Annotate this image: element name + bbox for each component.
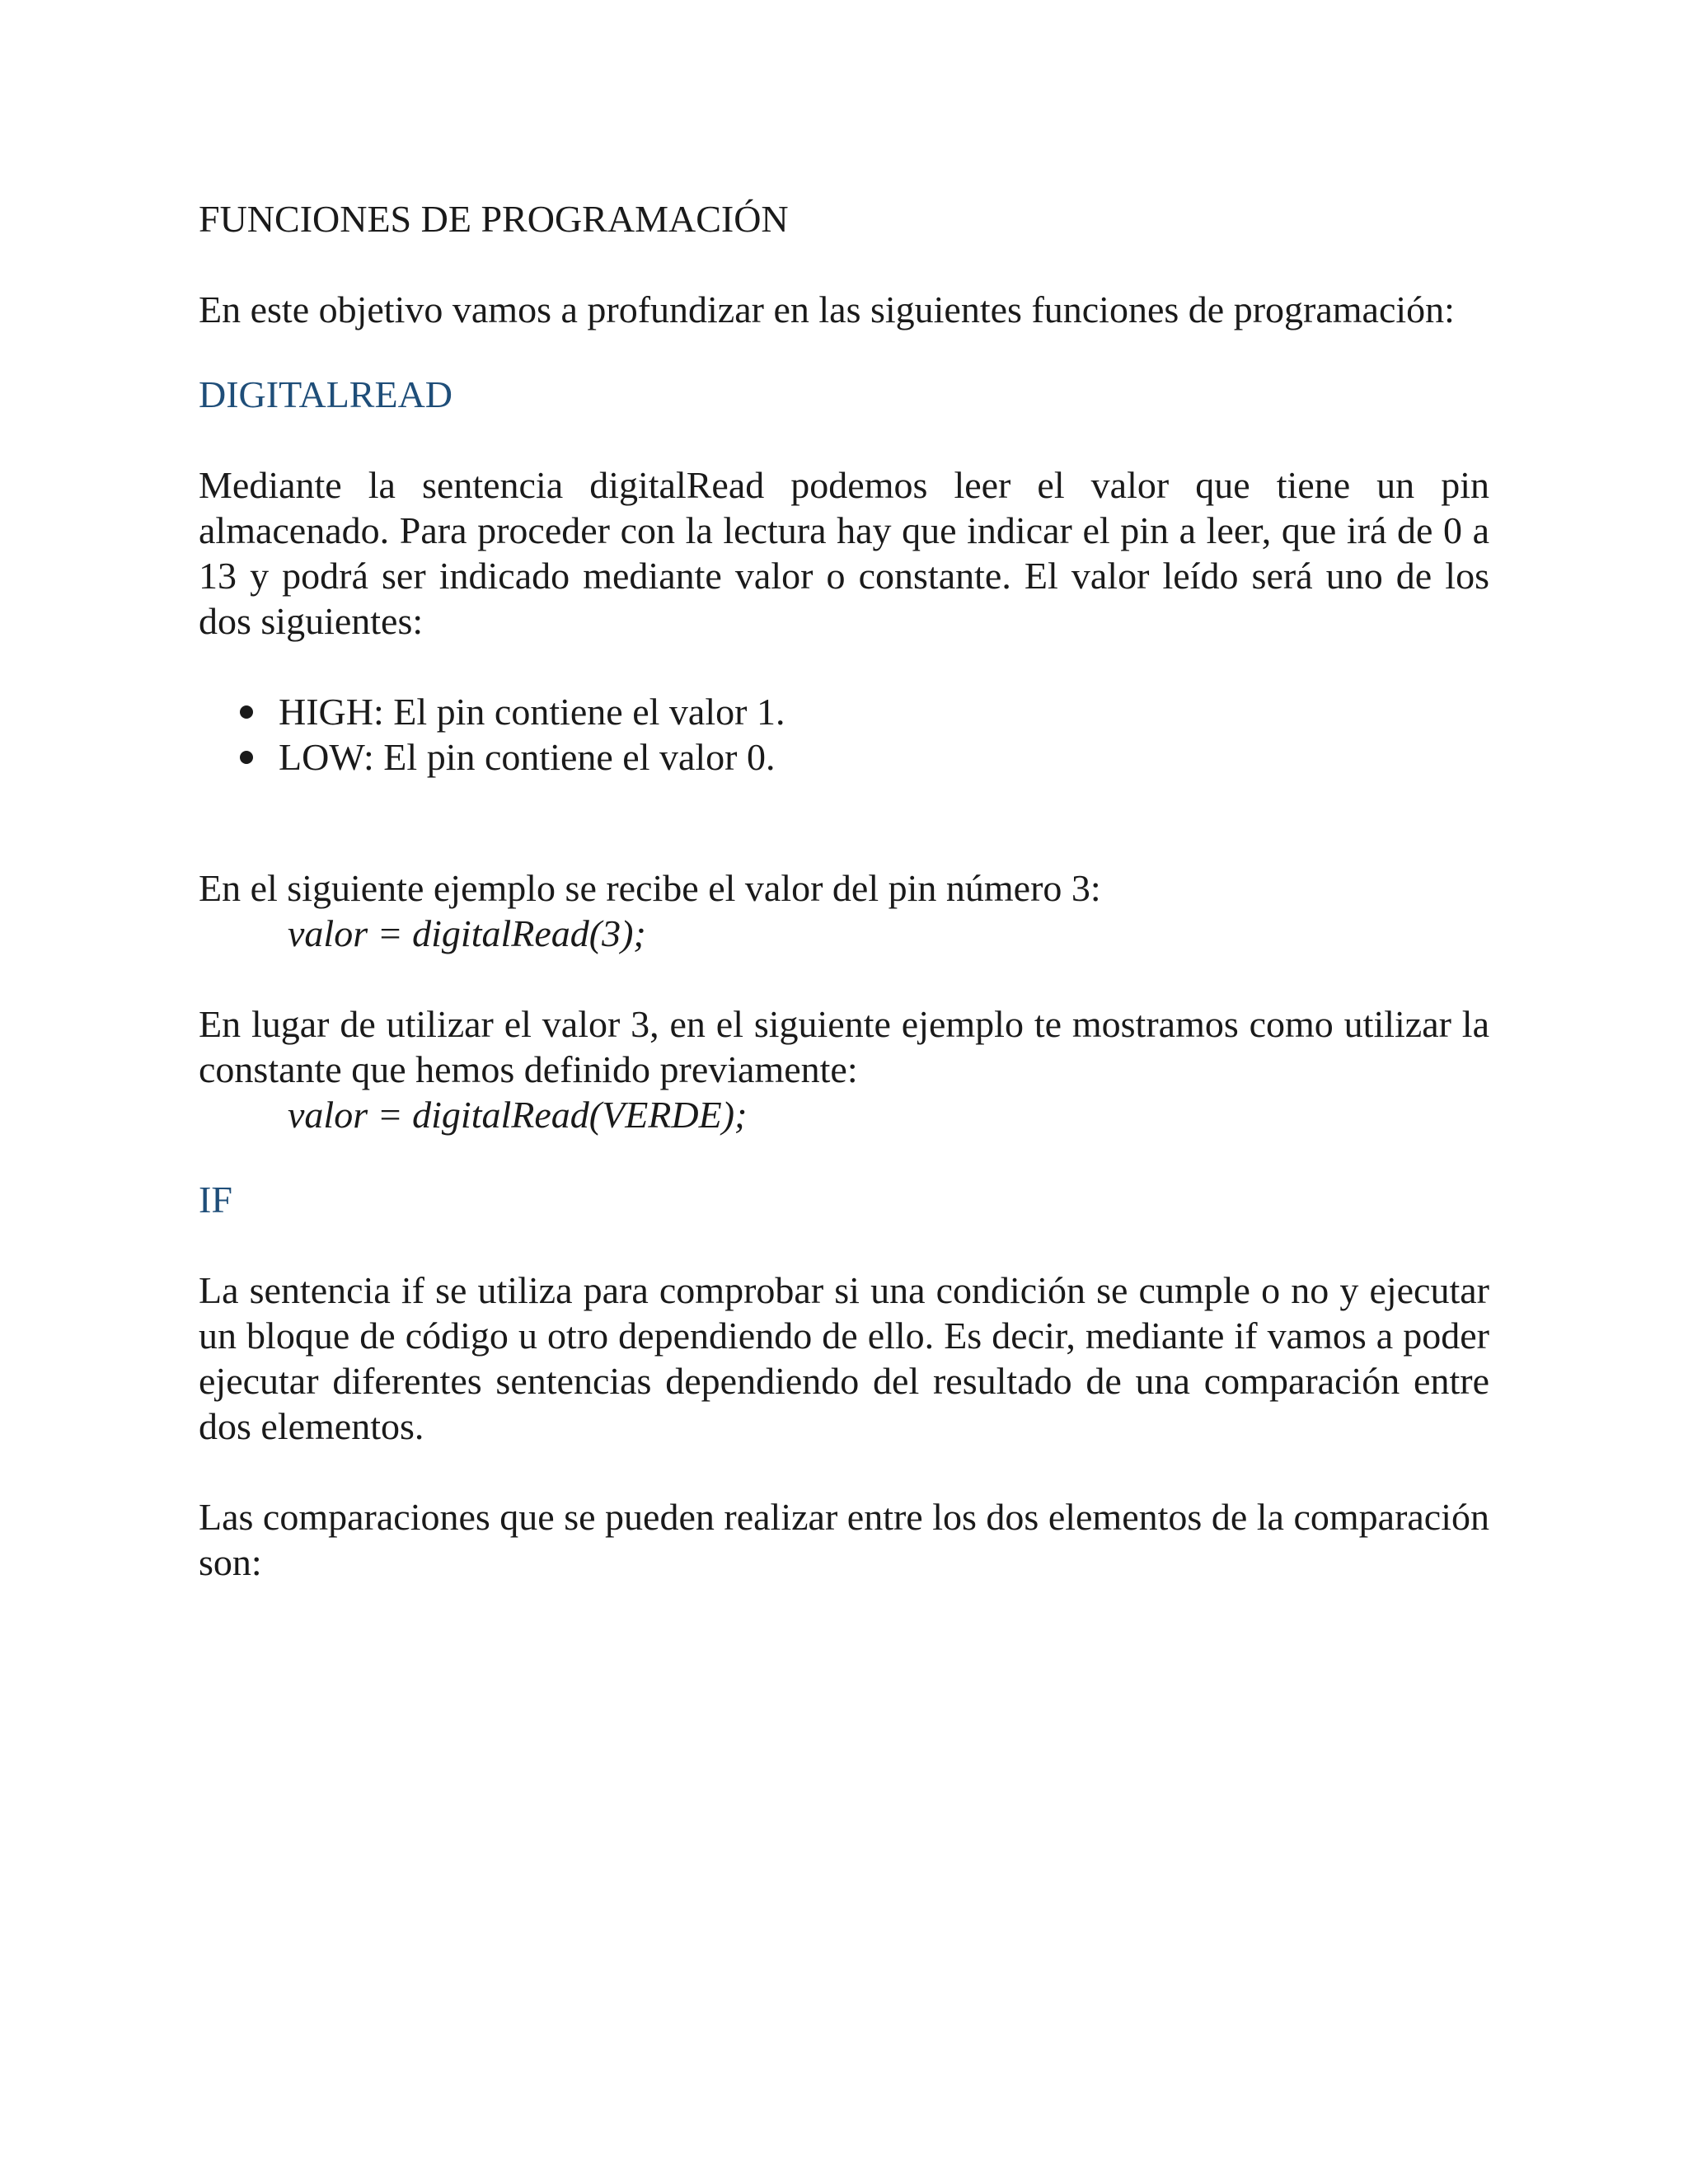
example1-code: valor = digitalRead(3); — [288, 912, 646, 954]
example1-text: En el siguiente ejemplo se recibe el valor del pin número 3: — [199, 867, 1101, 909]
value-bullet-list — [199, 689, 1489, 780]
section-heading-if: IF — [199, 1179, 232, 1221]
document-body — [199, 196, 1489, 1585]
example2-code: valor = digitalRead(VERDE); — [288, 1094, 748, 1136]
document-title: FUNCIONES DE PROGRAMACIÓN — [199, 198, 789, 240]
digitalread-paragraph: Mediante la sentencia digitalRead podemos leer el valor que tiene un pin almacenado. Para proceder con la lectura hay que indicar el pin a leer, que irá de 0 a 13 y podrá ser indicado mediante valor o constante. El valor leído será uno de los dos siguientes: — [199, 464, 1489, 642]
list-item-text: HIGH: El pin contiene el valor 1. — [279, 691, 785, 733]
list-item — [199, 734, 1489, 780]
list-item-text: LOW: El pin contiene el valor 0. — [279, 736, 776, 778]
intro-paragraph: En este objetivo vamos a profundizar en las siguientes funciones de programación: — [199, 288, 1455, 330]
bullet-icon — [240, 751, 253, 764]
list-item — [199, 689, 1489, 734]
section-heading-digitalread: DIGITALREAD — [199, 373, 453, 415]
example2-text: En lugar de utilizar el valor 3, en el siguiente ejemplo te mostramos como utilizar la constante que hemos definido previamente: — [199, 1003, 1489, 1090]
bullet-icon — [240, 705, 253, 719]
if-paragraph: La sentencia if se utiliza para comprobar si una condición se cumple o no y ejecutar un bloque de código u otro dependiendo de ello. Es decir, mediante if vamos a poder ejecutar diferentes sentencias dependiendo del resultado de una comparación entre dos elementos. — [199, 1269, 1489, 1447]
comparisons-paragraph: Las comparaciones que se pueden realizar entre los dos elementos de la comparación son: — [199, 1496, 1489, 1583]
